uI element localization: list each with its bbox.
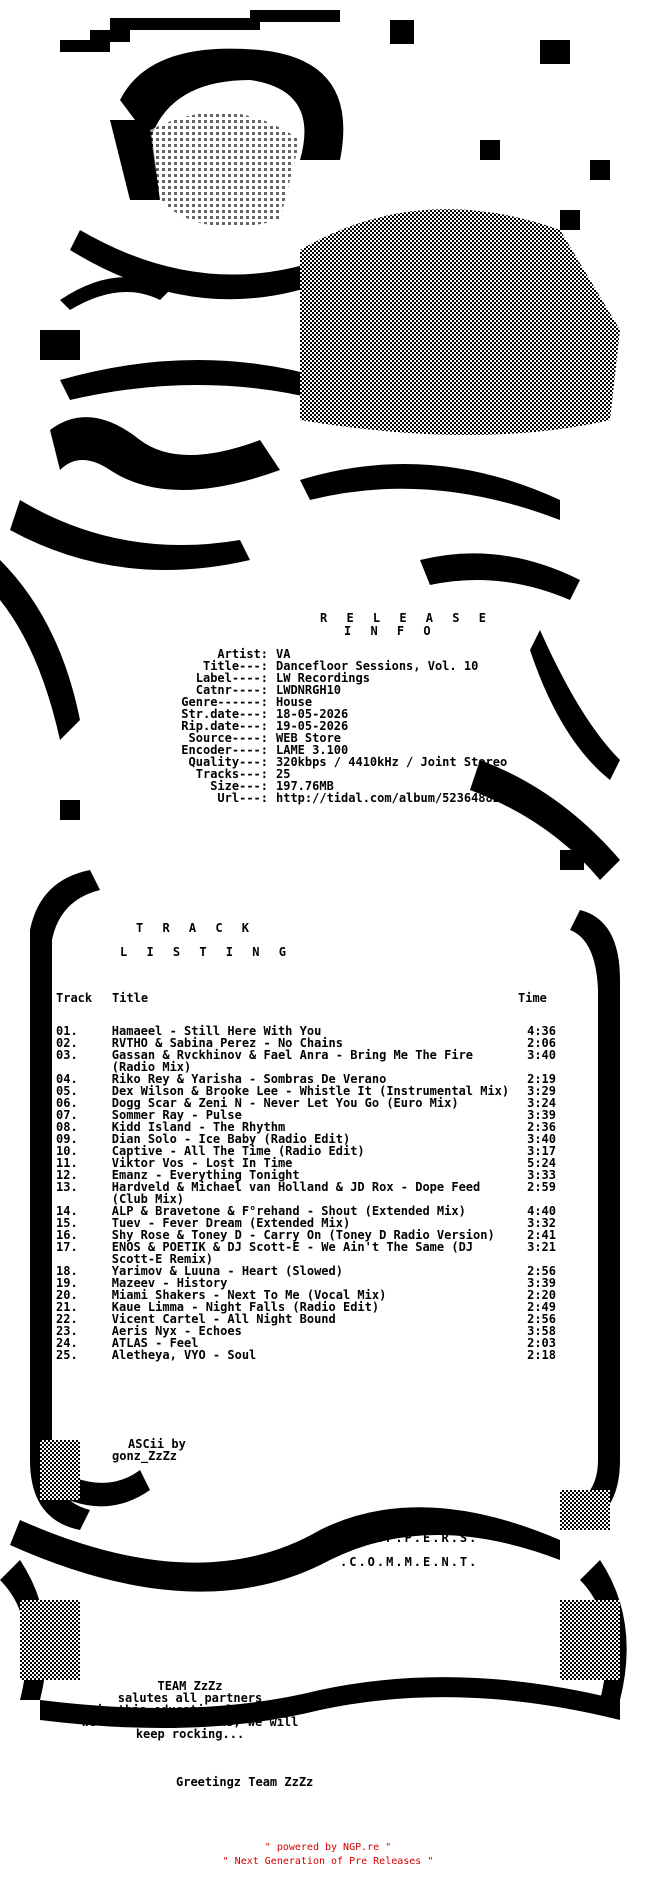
rippers-comment: TEAM ZzZz salutes all partners in this educational crime! we thank all the fans, we will keep rocking... [81, 1679, 299, 1741]
ascii-credit-line2: gonz_ZzZz [112, 1449, 178, 1463]
track-row: 13. Hardveld & Michael van Holland & JD Rox - Dope Feed (Club Mix) 2:59 [56, 1180, 556, 1206]
info-row-size: Size---: 197.76MB [210, 779, 334, 793]
column-track-header: Track [56, 991, 93, 1005]
track-row: 14. ALP & Bravetone & F°rehand - Shout (Extended Mix) 4:40 [56, 1204, 556, 1218]
track-row: 21. Kaue Limma - Night Falls (Radio Edit) 2:49 [56, 1300, 556, 1314]
track-row: 10. Captive - All The Time (Radio Edit) 3:17 [56, 1144, 556, 1158]
track-row: 18. Yarimov & Luuna - Heart (Slowed) 2:56 [56, 1264, 556, 1278]
info-row-encoder: Encoder----: LAME 3.100 [181, 743, 349, 757]
info-row-label: Label----: LW Recordings [195, 671, 370, 685]
column-title-header: Title [112, 991, 149, 1005]
info-row-genre: Genre------: House [181, 695, 313, 709]
track-row: 01. Hamaeel - Still Here With You 4:36 [56, 1024, 556, 1038]
ascii-credit-line1: ASCii by [128, 1437, 186, 1451]
track-row: 04. Riko Rey & Yarisha - Sombras De Verano 2:19 [56, 1072, 556, 1086]
track-row: 25. Aletheya, VYO - Soul 2:18 [56, 1348, 556, 1362]
track-row: 12. Emanz - Everything Tonight 3:33 [56, 1168, 556, 1182]
info-row-rip-date: Rip.date---: 19-05-2026 [181, 719, 349, 733]
track-row: 16. Shy Rose & Toney D - Carry On (Toney D Radio Version) 2:41 [56, 1228, 556, 1242]
track-list [56, 1025, 556, 1361]
rippers-header-line2: .C.O.M.M.E.N.T. [340, 1555, 479, 1569]
track-row: 08. Kidd Island - The Rhythm 2:36 [56, 1120, 556, 1134]
info-row-source: Source----: WEB Store [188, 731, 342, 745]
release-header-line2: I N F O [344, 624, 437, 638]
footer-tagline: " Next Generation of Pre Releases " [222, 1856, 434, 1867]
track-header-line2: L I S T I N G [120, 945, 292, 959]
track-row: 15. Tuev - Fever Dream (Extended Mix) 3:32 [56, 1216, 556, 1230]
info-row-quality: Quality---: 320kbps / 4410kHz / Joint Stereo [188, 755, 508, 769]
info-row-url: Url---: http://tidal.com/album/523648829/ [217, 791, 515, 805]
track-row: 20. Miami Shakers - Next To Me (Vocal Mix) 2:20 [56, 1288, 556, 1302]
column-time-header: Time [518, 991, 547, 1005]
info-row-title: Title---: Dancefloor Sessions, Vol. 10 [202, 659, 479, 673]
track-row: 02. RVTHO & Sabina Perez - No Chains 2:06 [56, 1036, 556, 1050]
track-row: 06. Dogg Scar & Zeni N - Never Let You Go (Euro Mix) 3:24 [56, 1096, 556, 1110]
track-row: 07. Sommer Ray - Pulse 3:39 [56, 1108, 556, 1122]
track-row: 19. Mazeev - History 3:39 [56, 1276, 556, 1290]
track-row: 17. ENOS & POETIK & DJ Scott-E - We Ain't The Same (DJ Scott-E Remix) 3:21 [56, 1240, 556, 1266]
track-row: 22. Vicent Cartel - All Night Bound 2:56 [56, 1312, 556, 1326]
track-row: 09. Dian Solo - Ice Baby (Radio Edit) 3:40 [56, 1132, 556, 1146]
info-row-catnr: Catnr----: LWDNRGH10 [195, 683, 342, 697]
release-header-line1: R E L E A S E [320, 611, 492, 625]
track-row: 03. Gassan & Rvckhinov & Fael Anra - Bring Me The Fire (Radio Mix) 3:40 [56, 1048, 556, 1074]
track-row: 05. Dex Wilson & Brooke Lee - Whistle It (Instrumental Mix) 3:29 [56, 1084, 556, 1098]
rippers-header-line1: .R.I.P.P.E.R.S. [340, 1531, 479, 1545]
track-row: 23. Aeris Nyx - Echoes 3:58 [56, 1324, 556, 1338]
info-row-artist: Artist: VA [217, 647, 291, 661]
footer-powered-by: " powered by NGP.re " [264, 1842, 392, 1853]
info-row-tracks: Tracks---: 25 [195, 767, 291, 781]
track-header-line1: T R A C K [136, 921, 256, 935]
track-row: 11. Viktor Vos - Lost In Time 5:24 [56, 1156, 556, 1170]
info-row-str-date: Str.date---: 18-05-2026 [181, 707, 349, 721]
greetings: Greetingz Team ZzZz [176, 1775, 314, 1789]
track-row: 24. ATLAS - Feel 2:03 [56, 1336, 556, 1350]
